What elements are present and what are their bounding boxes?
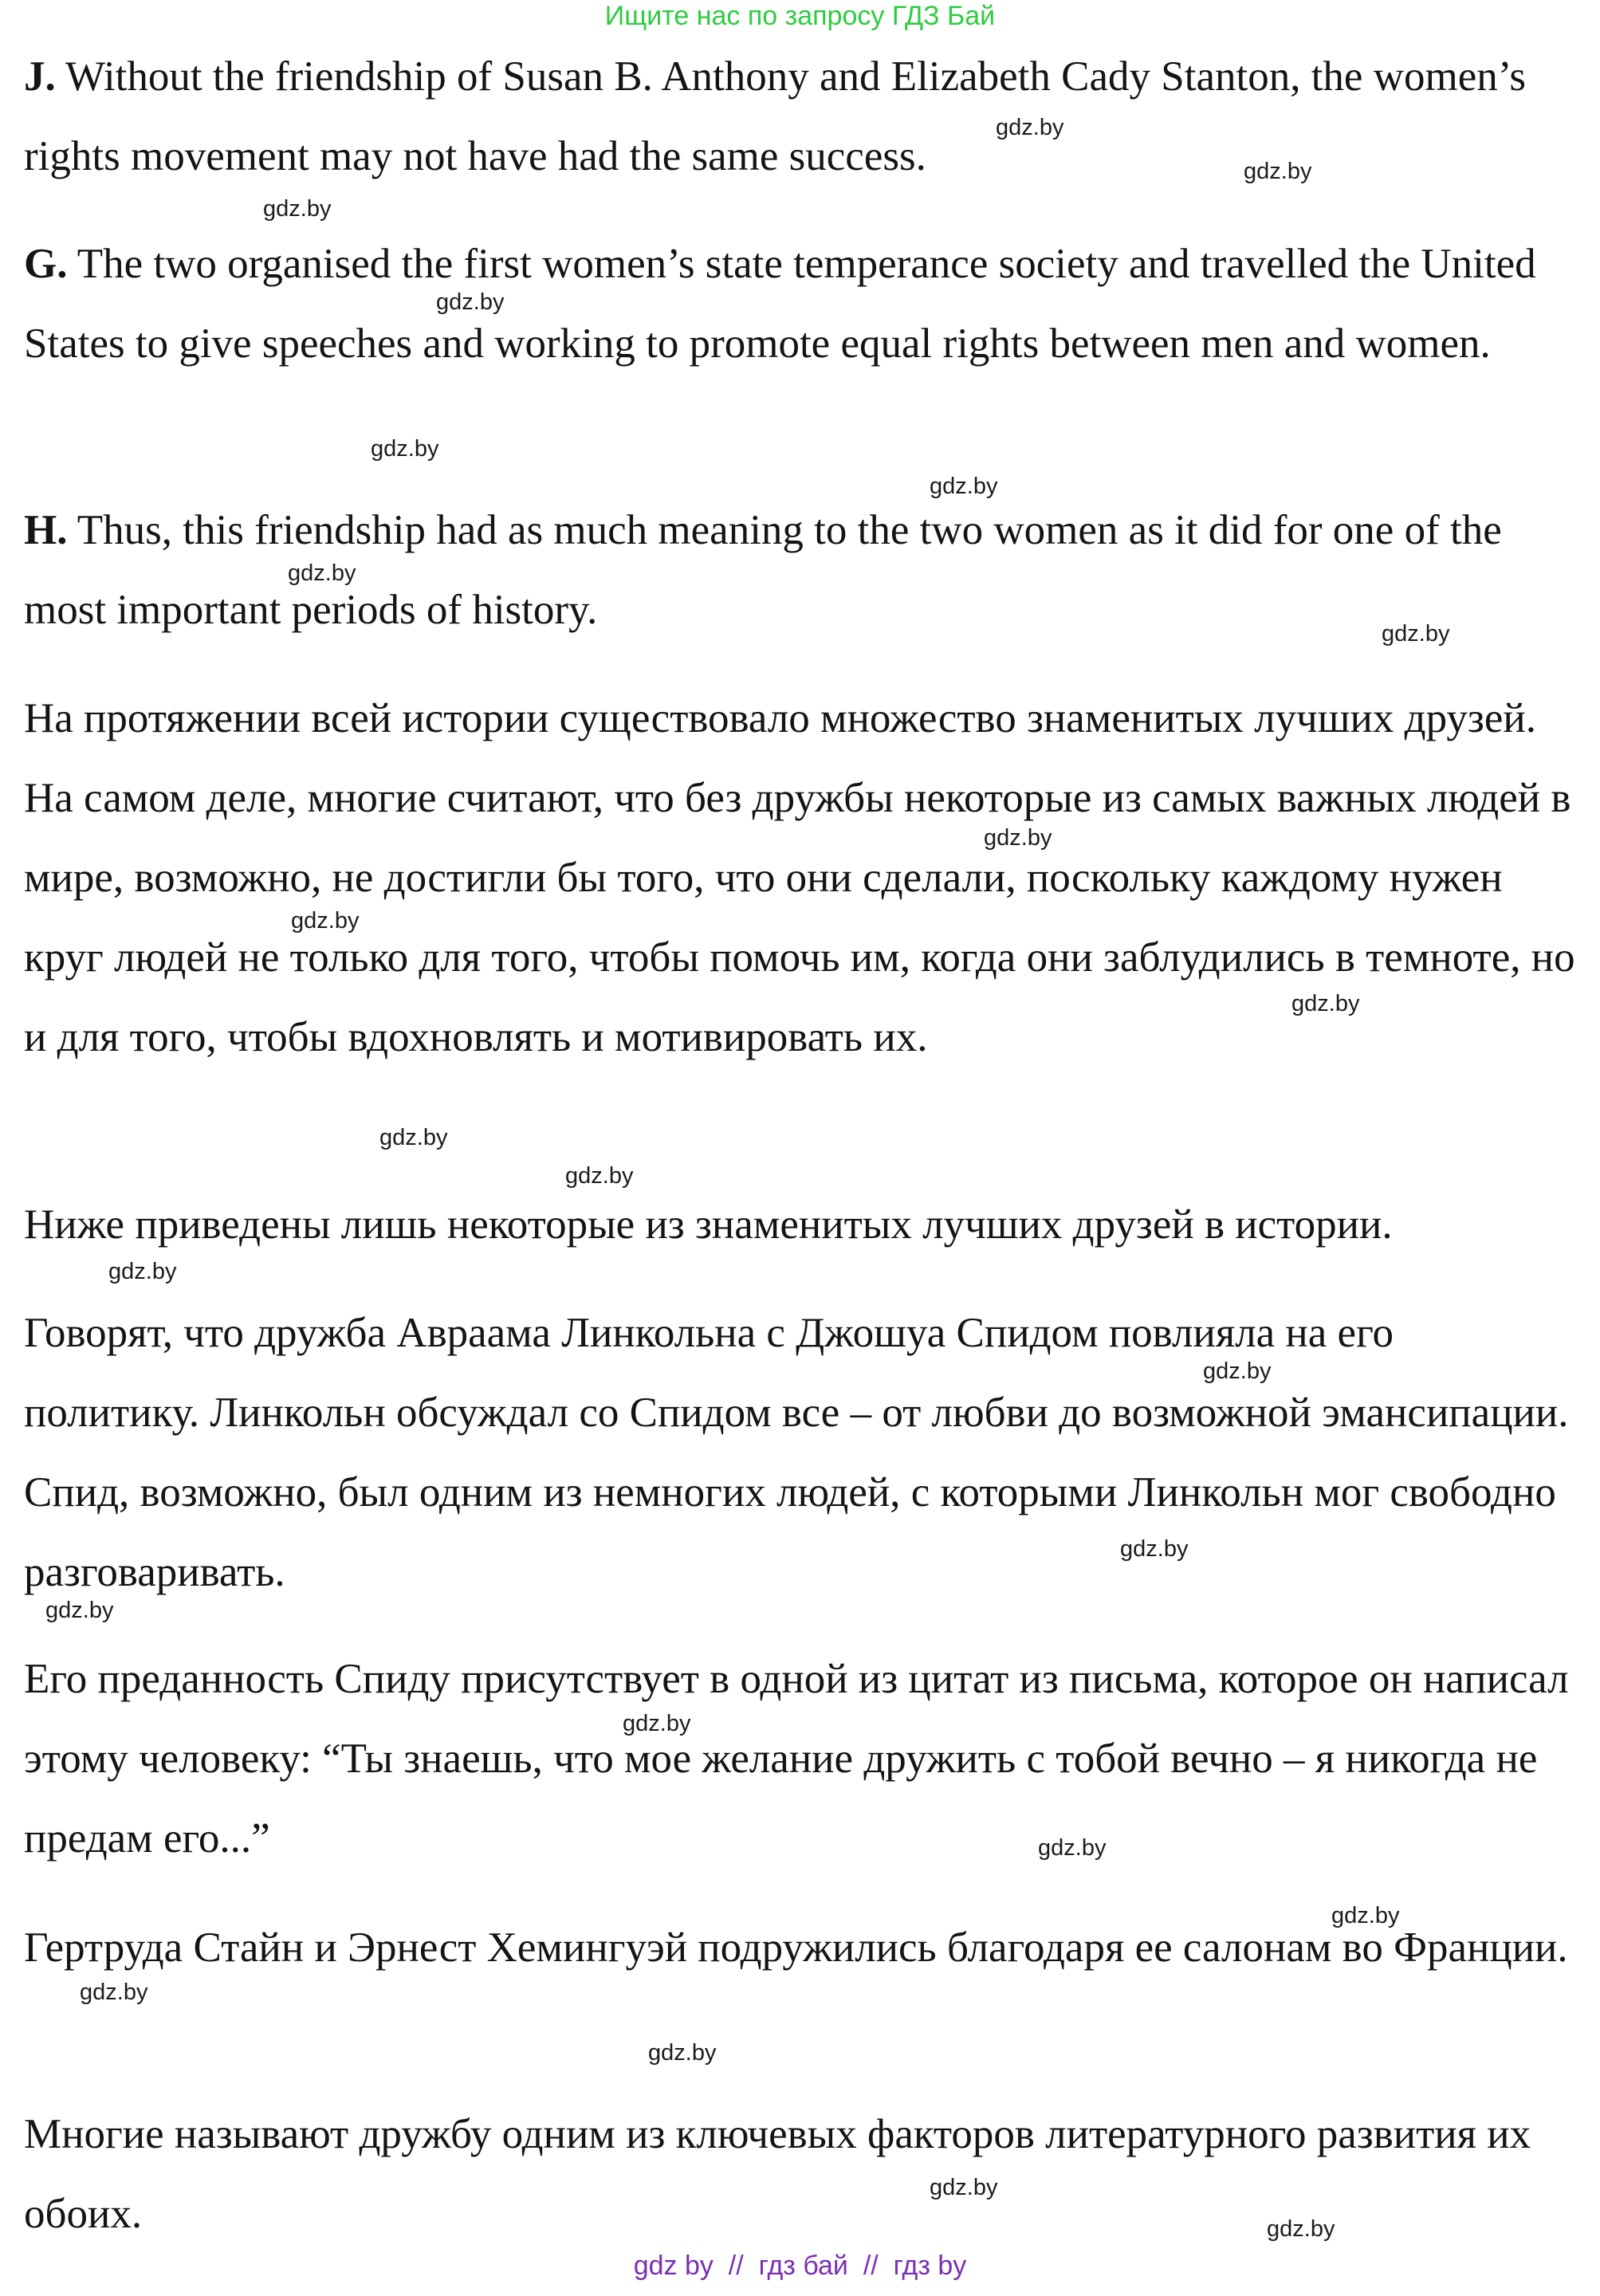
watermark-text: gdz.by <box>1382 621 1450 647</box>
watermark-text: gdz.by <box>930 2175 998 2200</box>
watermark-text: gdz.by <box>1244 159 1312 184</box>
paragraph-text: Without the friendship of Susan B. Anthony and Elizabeth Cady Stanton, the women’s rights movement may not have had the same success. <box>24 53 1527 179</box>
paragraph-literary: Многие называют дружбу одним из ключевых факторов литературного развития их обоих. <box>24 2111 1531 2237</box>
paragraph-letter: H. <box>24 507 68 553</box>
watermark-text: gdz.by <box>1267 2216 1335 2242</box>
watermark-text: gdz.by <box>1291 991 1360 1016</box>
watermark-text: gdz.by <box>45 1598 114 1623</box>
watermark-text: gdz.by <box>1331 1903 1400 1928</box>
paragraph-letter: J. <box>24 53 56 100</box>
paragraph-letter: G. <box>24 241 68 287</box>
watermark-text: gdz.by <box>288 560 356 586</box>
paragraph-j <box>24 37 1578 196</box>
paragraph-text: Thus, this friendship had as much meaning to the two women as it did for one of the most important periods of history. <box>24 507 1502 633</box>
watermark-text: gdz.by <box>996 115 1064 140</box>
watermark-text: gdz.by <box>1038 1835 1107 1861</box>
watermark-text: gdz.by <box>1203 1358 1272 1384</box>
paragraph-lincoln-quote: Его преданность Спиду присутствует в одной из цитат из письма, которое он написал этому человеку: “Ты знаешь, что мое желание дружить с тобой вечно – я никогда не предам его...” <box>24 1656 1569 1862</box>
paragraph-lincoln: Говорят, что дружба Авраама Линкольна с Джошуа Спидом повлияла на его политику. Линкольн обсуждал со Спидом все – от любви до возможной эмансипации. Спид, возможно, был одним из немногих людей, с которыми Линкольн мог свободно разговаривать. <box>24 1310 1569 1595</box>
watermark-text: gdz.by <box>291 908 360 934</box>
top-banner: Ищите нас по запросу ГДЗ Бай <box>604 1 996 31</box>
paragraph-intro: На протяжении всей истории существовало множество знаменитых лучших друзей. На самом деле, многие считают, что без дружбы некоторые из самых важных людей в мире, возможно, не достигли бы того, что они сделали, поскольку каждому нужен круг людей не только для того, чтобы помочь им, когда они заблудились в темноте, но и для того, чтобы вдохновлять и мотивировать их. <box>24 695 1575 1060</box>
watermark-text: gdz.by <box>371 436 439 462</box>
watermark-text: gdz.by <box>623 1711 691 1736</box>
paragraph-text: The two organised the first women’s state temperance society and travelled the United States to give speeches and working to promote equal rights between men and women. <box>24 241 1536 367</box>
watermark-text: gdz.by <box>263 196 332 222</box>
paragraph-h <box>24 490 1578 650</box>
watermark-text: gdz.by <box>930 474 998 499</box>
watermark-text: gdz.by <box>984 825 1052 851</box>
paragraph-stein-hemingway: Гертруда Стайн и Эрнест Хемингуэй подружились благодаря ее салонам во Франции. <box>24 1924 1568 1971</box>
watermark-text: gdz.by <box>565 1163 634 1189</box>
watermark-text: gdz.by <box>436 289 505 315</box>
paragraph-list-intro: Ниже приведены лишь некоторые из знаменитых лучших друзей в истории. <box>24 1201 1393 1248</box>
watermark-text: gdz.by <box>108 1259 177 1284</box>
paragraph-g <box>24 224 1578 383</box>
watermark-text: gdz.by <box>80 1980 148 2005</box>
watermark-text: gdz.by <box>1120 1536 1189 1562</box>
watermark-text: gdz.by <box>379 1125 448 1150</box>
watermark-text: gdz.by <box>648 2040 717 2066</box>
footer-watermark: gdz by // гдз бай // гдз by <box>633 2251 967 2281</box>
